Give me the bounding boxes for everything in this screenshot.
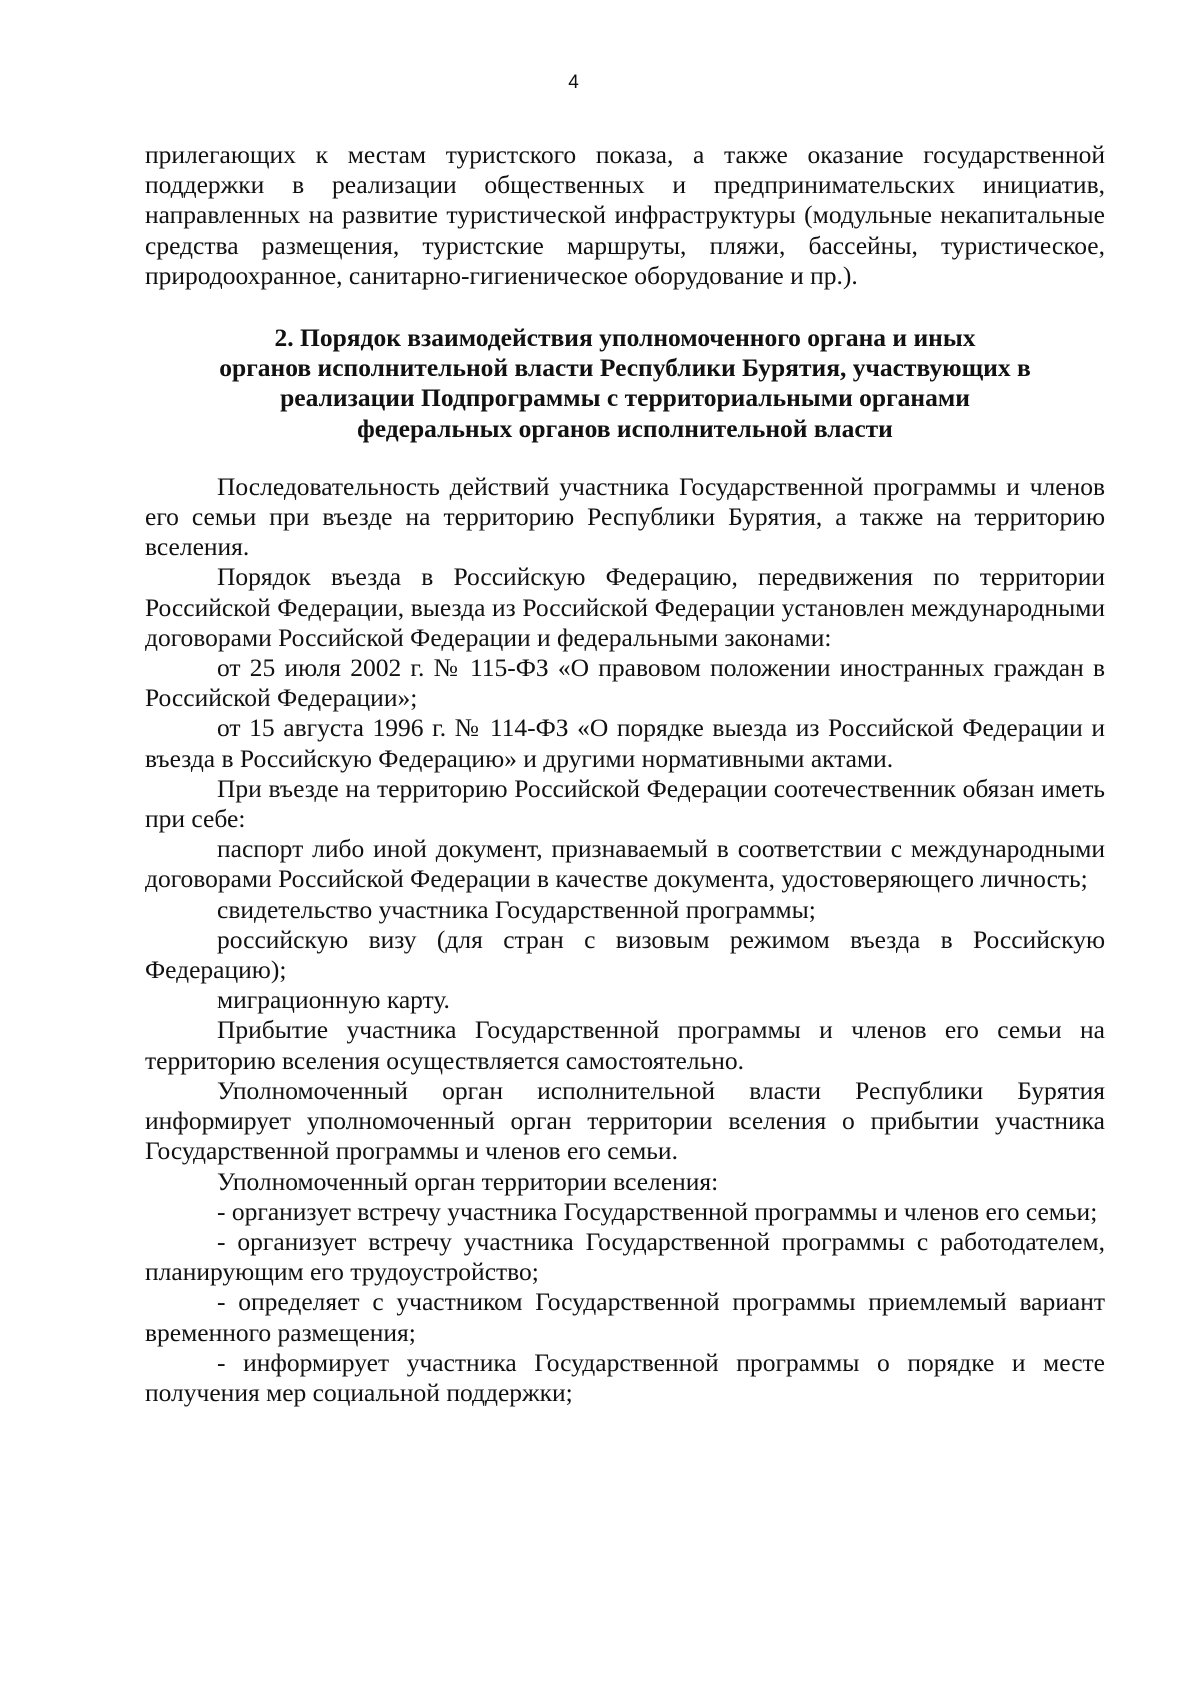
- page-number: 4: [568, 72, 579, 93]
- list-item: - организует встречу участника Государственной программы с работодателем, планирующим его трудоустройство;: [145, 1226, 1105, 1287]
- intro-paragraph: прилегающих к местам туристского показа, а также оказание государственной поддержки в реализации общественных и предпринимательских инициатив, направленных на развитие туристической инфраструктуры (модульные некапитальные средства размещения, туристские маршруты, пляжи, бассейны, туристическое, природоохранное, санитарно-гигиеническое оборудование и пр.).: [145, 140, 1105, 290]
- paragraph: Уполномоченный орган исполнительной власти Республики Бурятия информирует уполномоченный орган территории вселения о прибытии участника Государственной программы и членов его семьи.: [145, 1075, 1105, 1166]
- paragraph: паспорт либо иной документ, признаваемый в соответствии с международными договорами Российской Федерации в качестве документа, удостоверяющего личность;: [145, 834, 1105, 894]
- section-heading-line: 2. Порядок взаимодействия уполномоченного органа и иных: [274, 323, 976, 353]
- paragraph: Прибытие участника Государственной программы и членов его семьи на территорию вселения осуществляется самостоятельно.: [145, 1015, 1105, 1075]
- paragraph: Уполномоченный орган территории вселения:: [217, 1166, 719, 1196]
- section-heading-line: органов исполнительной власти Республики Бурятия, участвующих в: [219, 353, 1031, 383]
- document-body: [145, 140, 1105, 1408]
- list-item: - определяет с участником Государственной программы приемлемый вариант временного размещения;: [145, 1287, 1105, 1347]
- paragraph: российскую визу (для стран с визовым режимом въезда в Российскую Федерацию);: [145, 924, 1105, 985]
- section-heading-line: федеральных органов исполнительной власти: [357, 413, 893, 443]
- section-heading: [145, 323, 1105, 444]
- paragraph: от 25 июля 2002 г. № 115-ФЗ «О правовом положении иностранных граждан в Российской Федерации»;: [145, 653, 1105, 713]
- list-item: - организует встречу участника Государственной программы и членов его семьи;: [217, 1196, 1098, 1226]
- list-item: - информирует участника Государственной программы о порядке и месте получения мер социальной поддержки;: [145, 1347, 1105, 1407]
- paragraph: Порядок въезда в Российскую Федерацию, передвижения по территории Российской Федерации, выезда из Российской Федерации установлен международными договорами Российской Федерации и федеральными законами:: [145, 562, 1105, 652]
- paragraph: При въезде на территорию Российской Федерации соотечественник обязан иметь при себе:: [145, 773, 1105, 834]
- paragraph: свидетельство участника Государственной программы;: [217, 894, 816, 924]
- paragraph: от 15 августа 1996 г. № 114-ФЗ «О порядке выезда из Российской Федерации и въезда в Российскую Федерацию» и другими нормативными актами.: [145, 713, 1105, 773]
- paragraph: Последовательность действий участника Государственной программы и членов его семьи при въезде на территорию Республики Бурятия, а также на территорию вселения.: [145, 471, 1105, 562]
- paragraph: миграционную карту.: [217, 985, 450, 1015]
- section-heading-line: реализации Подпрограммы с территориальными органами: [280, 383, 970, 413]
